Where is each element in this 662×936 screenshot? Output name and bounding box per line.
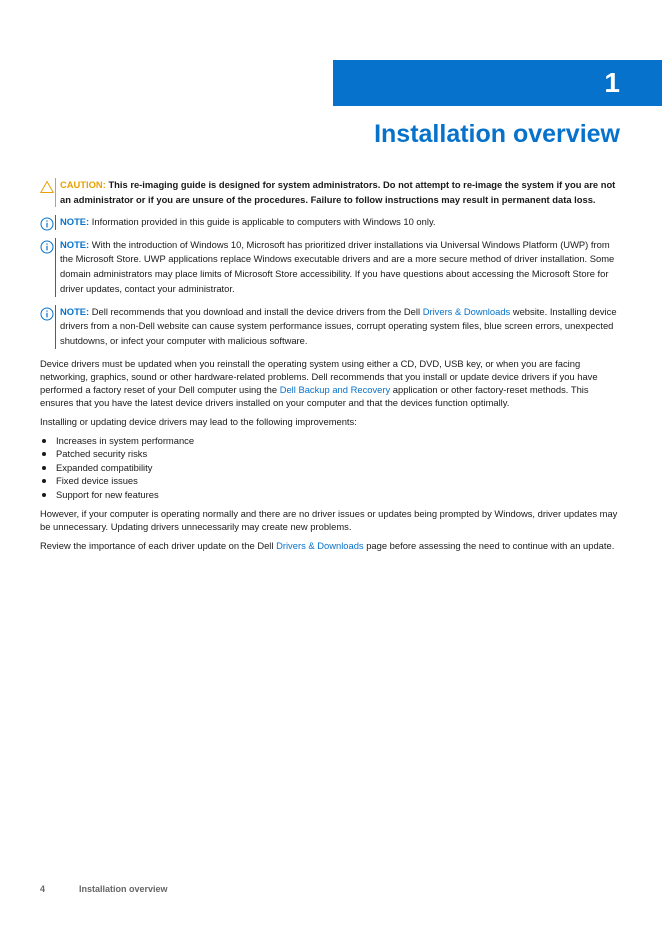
chapter-number: 1: [604, 67, 620, 98]
note-bar: [55, 305, 56, 349]
paragraph-however: However, if your computer is operating normally and there are no driver issues or updates being prompted by Windows, driver updates may be unnecessary. Updating drivers unnecessarily may create new problems.: [40, 507, 618, 532]
page-footer: [40, 884, 168, 894]
note-body: With the introduction of Windows 10, Microsoft has prioritized driver installations via Universal Windows Platform (UWP) from the Microsoft Store. UWP applications replace Windows executable drivers and are a more secure method of driver installation. Some domain administrators may place limits of Microsoft Store accessibility. If you have questions about accessing the Microsoft Store for driver updates, contact your administrator.: [60, 238, 615, 294]
drivers-downloads-link[interactable]: Drivers & Downloads: [422, 305, 511, 317]
paragraph-improvements-intro: Installing or updating device drivers may lead to the following improvements:: [40, 415, 357, 427]
note-bar: [55, 215, 56, 230]
note-body-after: website. Installing device drivers from a non-Dell website can cause system performance issues, corrupt operating system files, blue screen errors, unexpected shutdowns, or infect your computer with malicious software.: [60, 305, 617, 346]
note-block: [40, 305, 620, 349]
list-item: Support for new features: [40, 488, 620, 502]
caution-body: This re-imaging guide is designed for system administrators. Do not attempt to re-image the system if you are not an administrator or if you are unsure of the procedures. Failure to follow instructions may result in permanent data loss.: [60, 179, 616, 205]
note-label: NOTE:: [60, 238, 90, 250]
note-block: [40, 215, 620, 230]
para1-before: Device drivers must be updated when you reinstall the operating system using either a CD, DVD, USB key, or when you are facing networking, graphics, sound or other hardware-related problems. Dell recommends that you install or update device drivers if you have performed a factory reset of your Dell computer using the: [40, 357, 598, 395]
info-icon: [40, 307, 54, 321]
warning-icon: [40, 180, 54, 194]
note-label: NOTE:: [60, 216, 90, 227]
info-icon: [40, 240, 54, 254]
page-title: Installation overview: [374, 120, 620, 148]
page-number: 4: [40, 884, 46, 894]
list-item: Patched security risks: [40, 447, 620, 461]
info-icon: [40, 217, 54, 231]
list-item: Expanded compatibility: [40, 461, 620, 475]
para4-before: Review the importance of each driver update on the Dell: [40, 539, 274, 551]
note-text: [60, 305, 620, 349]
chapter-number-banner: [333, 60, 662, 106]
note-bar: [55, 238, 56, 297]
list-item: Increases in system performance: [40, 434, 620, 448]
note-label: NOTE:: [60, 305, 90, 317]
footer-title: Installation overview: [79, 884, 168, 894]
note-body: Information provided in this guide is applicable to computers with Windows 10 only.: [91, 216, 436, 227]
paragraph-review: [40, 539, 620, 552]
note-text: [60, 238, 620, 297]
drivers-downloads-link[interactable]: Drivers & Downloads: [276, 539, 364, 551]
main-content: [40, 178, 620, 558]
note-block: [40, 238, 620, 297]
note-text: [60, 215, 620, 230]
para1-after: application or other factory-reset methods. This ensures that you have the latest device drivers installed on your computer and that the devices function optimally.: [40, 383, 589, 408]
caution-bar: [55, 178, 56, 207]
para4-after: page before assessing the need to continue with an update.: [366, 539, 615, 551]
improvements-list: [40, 434, 620, 502]
paragraph-device-drivers: [40, 357, 620, 409]
caution-label: CAUTION:: [60, 179, 106, 190]
caution-text: [60, 178, 620, 207]
list-item: Fixed device issues: [40, 474, 620, 488]
note-body-before: Dell recommends that you download and install the device drivers from the Dell: [91, 305, 421, 317]
caution-block: [40, 178, 620, 207]
backup-recovery-link[interactable]: Dell Backup and Recovery: [279, 383, 391, 395]
